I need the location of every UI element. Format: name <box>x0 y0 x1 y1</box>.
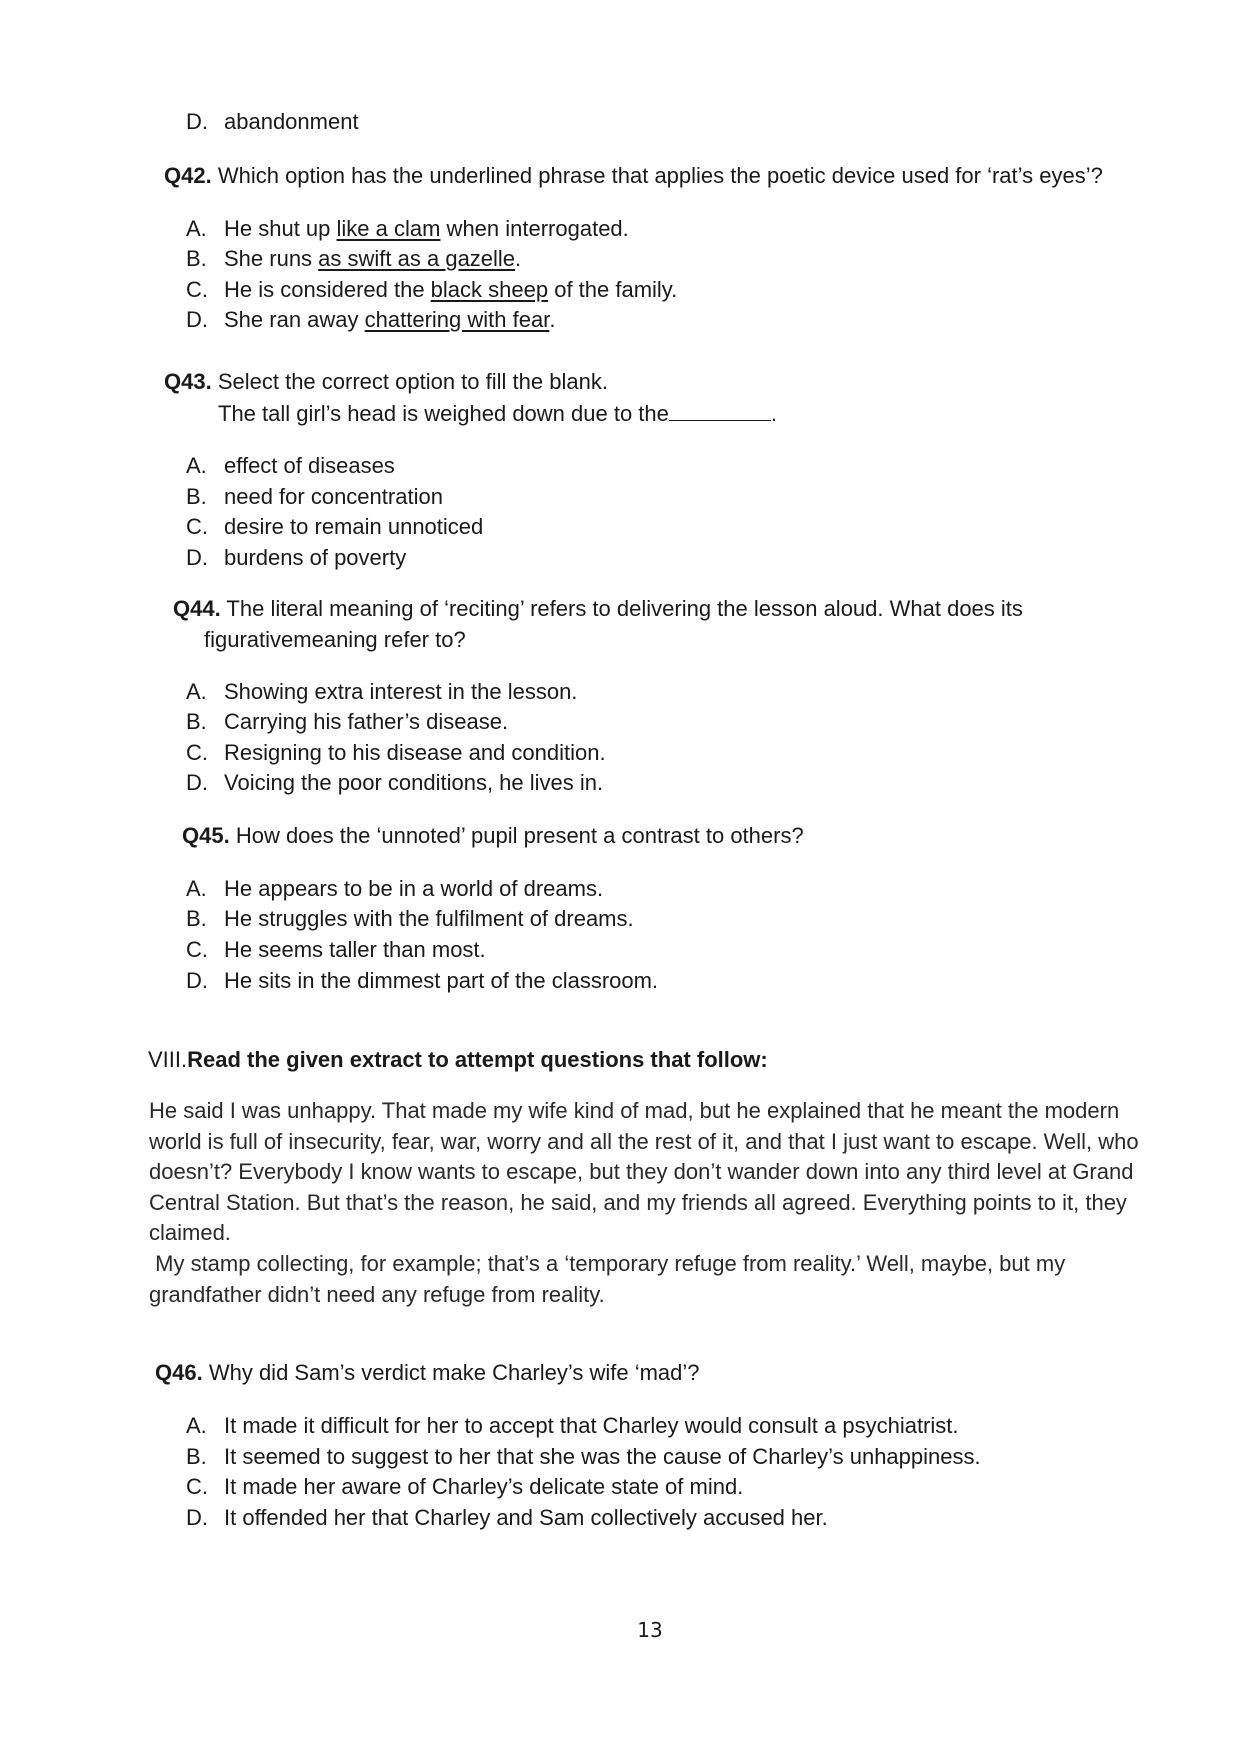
option-text: burdens of poverty <box>224 545 407 570</box>
q43-option-d <box>186 543 406 573</box>
q41-option-d <box>186 107 359 137</box>
option-text: of the family. <box>548 277 678 302</box>
section-number: VIII. <box>148 1047 188 1072</box>
option-letter: D. <box>186 968 208 993</box>
q45-option-b <box>186 904 634 934</box>
option-text: . <box>549 307 556 332</box>
q43-question <box>164 367 608 397</box>
q42-option-d <box>186 305 555 335</box>
option-text: need for concentration <box>224 484 443 509</box>
q42-option-c <box>186 275 677 305</box>
question-text: Select the correct option to fill the blank. <box>217 369 608 394</box>
q44-option-c <box>186 738 606 768</box>
option-letter: D. <box>186 109 208 134</box>
option-text: effect of diseases <box>224 453 395 478</box>
option-text: It made it difficult for her to accept that Charley would consult a psychiatrist. <box>224 1413 959 1438</box>
question-text: How does the ‘unnoted’ pupil present a contrast to others? <box>235 823 804 848</box>
option-text: Carrying his father’s disease. <box>224 709 509 734</box>
q45-question <box>182 821 804 851</box>
option-letter: A. <box>186 216 207 241</box>
q44-option-a <box>186 677 577 707</box>
option-letter: D. <box>186 545 208 570</box>
q45-option-c <box>186 935 486 965</box>
option-text: He is considered the <box>224 277 431 302</box>
option-letter: C. <box>186 1474 208 1499</box>
q42-question <box>164 161 1103 191</box>
q44-question <box>173 594 1023 624</box>
question-number: Q42. <box>164 163 212 188</box>
extract-paragraph-2: My stamp collecting, for example; that’s a ‘temporary refuge from reality.’ Well, maybe, but my grandfather didn’t need any refuge from reality. <box>149 1251 1072 1307</box>
option-text: . <box>515 246 522 271</box>
option-text: He struggles with the fulfilment of dreams. <box>224 906 634 931</box>
q46-option-b <box>186 1442 981 1472</box>
q46-question <box>155 1358 700 1388</box>
question-number: Q43. <box>164 369 212 394</box>
option-text: Voicing the poor conditions, he lives in. <box>224 770 604 795</box>
option-text: He appears to be in a world of dreams. <box>224 876 604 901</box>
question-number: Q46. <box>155 1360 203 1385</box>
option-letter: D. <box>186 1505 208 1530</box>
option-letter: A. <box>186 453 207 478</box>
option-letter: D. <box>186 770 208 795</box>
option-text: He seems taller than most. <box>224 937 486 962</box>
q45-option-a <box>186 874 603 904</box>
q44-option-d <box>186 768 603 798</box>
question-text: figurativemeaning refer to? <box>204 627 466 652</box>
option-letter: A. <box>186 1413 207 1438</box>
underlined-phrase: as swift as a gazelle <box>318 246 516 271</box>
q43-option-b <box>186 482 443 512</box>
q45-option-d <box>186 966 658 996</box>
underlined-phrase: chattering with fear <box>364 307 550 332</box>
sentence-text: . <box>770 401 778 426</box>
option-text: It seemed to suggest to her that she was the cause of Charley’s unhappiness. <box>224 1444 981 1469</box>
option-text: It made her aware of Charley’s delicate state of mind. <box>224 1474 744 1499</box>
sentence-text: The tall girl’s head is weighed down due to the <box>218 401 669 426</box>
extract-paragraph-1: He said I was unhappy. That made my wife kind of mad, but he explained that he meant the modern world is full of insecurity, fear, war, worry and all the rest of it, and that I just want to escape. Well, who doesn’t? Everybody I know wants to escape, but they don’t wander down into any third level at Grand Central Station. But that’s the reason, he said, and my friends all agreed. Everything points to it, they claimed. <box>149 1098 1139 1245</box>
underlined-phrase: black sheep <box>430 277 549 302</box>
option-letter: C. <box>186 277 208 302</box>
question-text: Why did Sam’s verdict make Charley’s wife ‘mad’? <box>208 1360 700 1385</box>
q43-option-c <box>186 512 483 542</box>
question-text: The literal meaning of ‘reciting’ refers to delivering the lesson aloud. What does its <box>226 596 1023 621</box>
q43-option-a <box>186 451 395 481</box>
option-text: Resigning to his disease and condition. <box>224 740 606 765</box>
page-number: 13 <box>637 1618 663 1642</box>
option-text: when interrogated. <box>440 216 629 241</box>
q42-option-a <box>186 214 629 244</box>
option-text: She ran away <box>224 307 365 332</box>
option-letter: A. <box>186 876 207 901</box>
option-text: desire to remain unnoticed <box>224 514 484 539</box>
option-letter: B. <box>186 1444 207 1469</box>
q46-option-c <box>186 1472 743 1502</box>
option-text: It offended her that Charley and Sam collectively accused her. <box>224 1505 828 1530</box>
question-text: Which option has the underlined phrase that applies the poetic device used for ‘rat’s eyes’? <box>217 163 1103 188</box>
section-title: Read the given extract to attempt questions that follow: <box>187 1047 768 1072</box>
q44-question-line2 <box>204 625 466 655</box>
option-letter: B. <box>186 709 207 734</box>
option-letter: C. <box>186 937 208 962</box>
q46-option-a <box>186 1411 959 1441</box>
q46-option-d <box>186 1503 828 1533</box>
option-letter: A. <box>186 679 207 704</box>
question-number: Q44. <box>173 596 221 621</box>
option-letter: B. <box>186 484 207 509</box>
underlined-phrase: like a clam <box>336 216 441 241</box>
question-number: Q45. <box>182 823 230 848</box>
option-letter: C. <box>186 740 208 765</box>
section-heading <box>148 1045 768 1075</box>
option-text: She runs <box>224 246 319 271</box>
option-text: Showing extra interest in the lesson. <box>224 679 578 704</box>
option-text: abandonment <box>224 109 359 134</box>
fill-blank <box>669 400 771 421</box>
option-letter: C. <box>186 514 208 539</box>
q42-option-b <box>186 244 521 274</box>
option-letter: D. <box>186 307 208 332</box>
q43-blank-sentence <box>218 399 777 429</box>
option-text: He sits in the dimmest part of the classroom. <box>224 968 659 993</box>
option-letter: B. <box>186 906 207 931</box>
option-text: He shut up <box>224 216 337 241</box>
q44-option-b <box>186 707 508 737</box>
option-letter: B. <box>186 246 207 271</box>
